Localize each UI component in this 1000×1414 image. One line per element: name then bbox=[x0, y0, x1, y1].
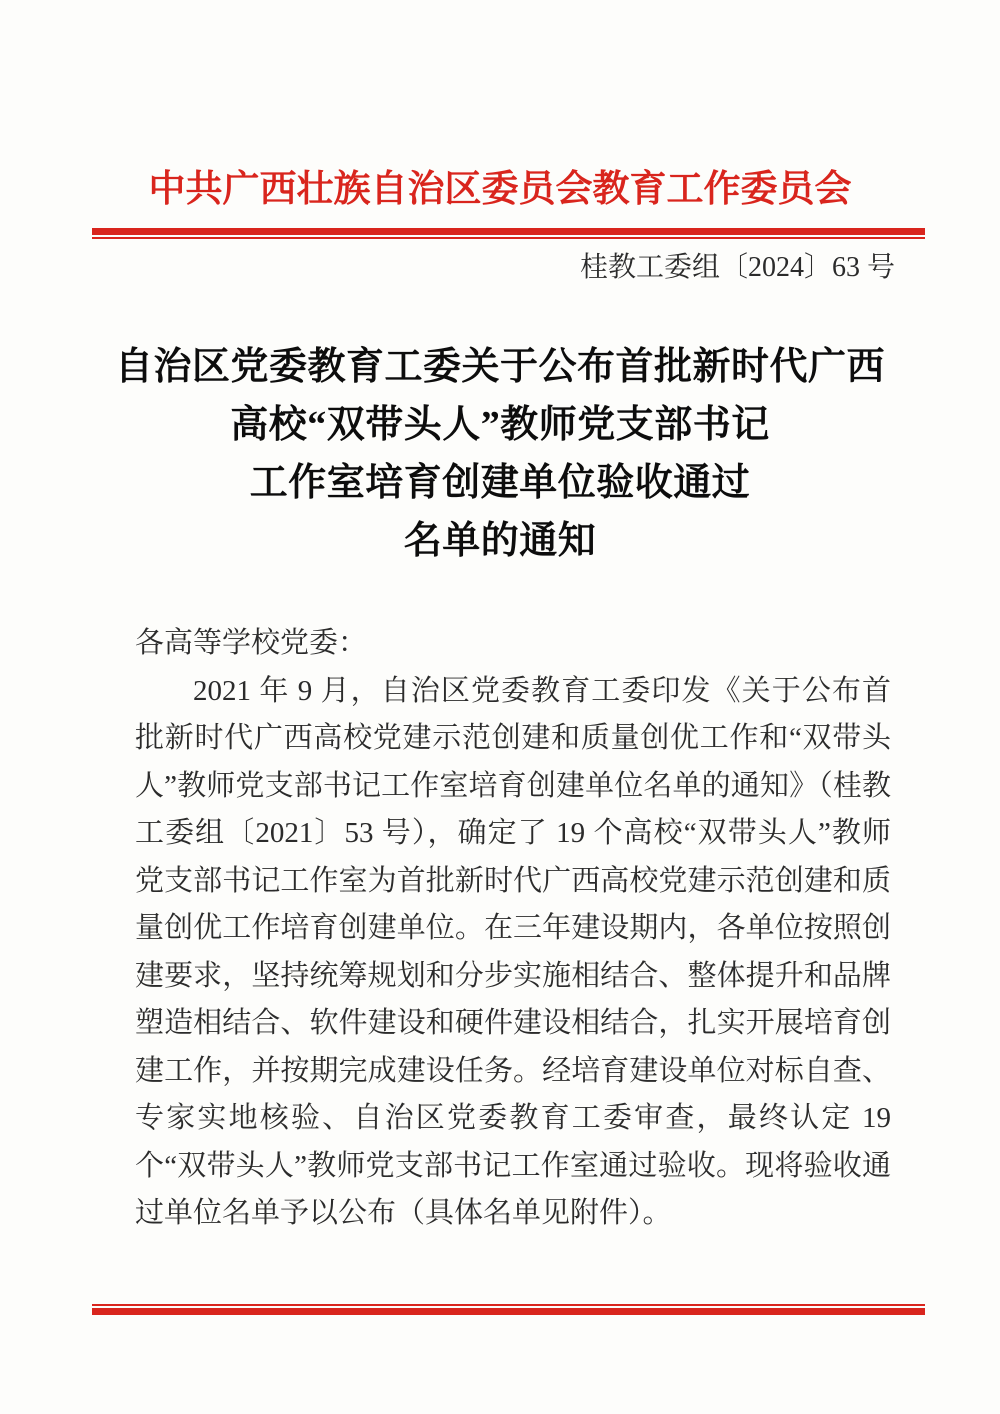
title-line-4: 名单的通知 bbox=[403, 520, 597, 562]
issuing-authority-header: 中共广西壮族自治区委员会教育工作委员会 bbox=[148, 169, 852, 210]
divider-thin-rule bbox=[92, 237, 925, 239]
salutation: 各高等学校党委： bbox=[135, 627, 368, 659]
title-line-2: 高校“双带头人”教师党支部书记 bbox=[230, 404, 770, 446]
divider-thick-rule bbox=[92, 228, 925, 235]
title-line-3: 工作室培育创建单位验收通过 bbox=[249, 462, 751, 504]
document-number: 桂教工委组〔2024〕63 号 bbox=[579, 252, 895, 283]
document-title bbox=[0, 338, 1000, 570]
document-body bbox=[135, 620, 891, 1238]
body-paragraph: 2021 年 9 月，自治区党委教育工委印发《关于公布首批新时代广西高校党建示范创建和质量创优工作和“双带头人”教师党支部书记工作室培育创建单位名单的通知》（桂教工委组〔2021〕53 号），确定了 19 个高校“双带头人”教师党支部书记工作室为首批新时代广西高校党建示范创建和质量创优工作培育创建单位。在三年建设期内，各单位按照创建要求，坚持统筹规划和分步实施相结合、整体提升和品牌塑造相结合、软件建设和硬件建设相结合，扎实开展培育创建工作，并按期完成建设任务。经培育建设单位对标自查、专家实地核验、自治区党委教育工委审查，最终认定 19 个“双带头人”教师党支部书记工作室通过验收。现将验收通过单位名单予以公布（具体名单见附件）。 bbox=[135, 674, 891, 1229]
title-line-1: 自治区党委教育工委关于公布首批新时代广西 bbox=[114, 346, 885, 388]
footer-divider-line bbox=[92, 1304, 925, 1315]
header-divider-line bbox=[92, 228, 925, 239]
divider-thick-rule bbox=[92, 1308, 925, 1315]
